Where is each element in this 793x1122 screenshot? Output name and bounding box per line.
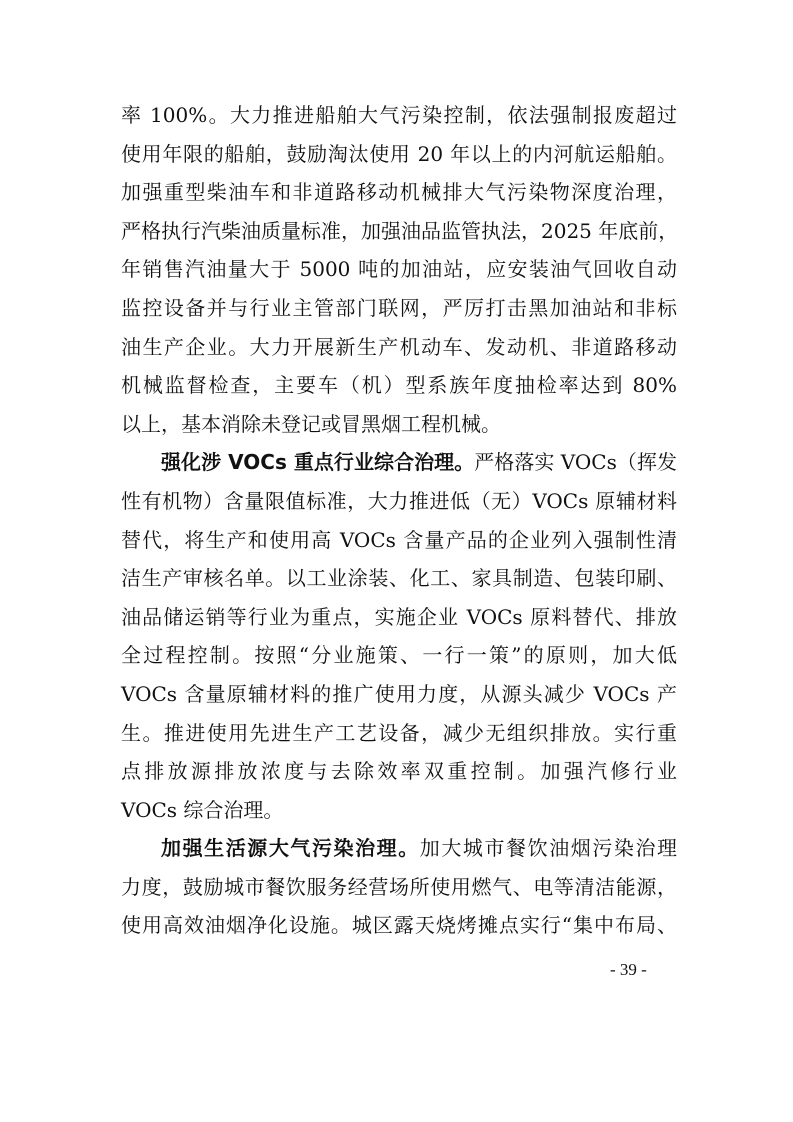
paragraph-line: VOCs 含量原辅材料的推广使用力度，从源头减少 VOCs 产 bbox=[121, 681, 677, 706]
paragraph-line: 点排放源排放浓度与去除效率双重控制。加强汽修行业 bbox=[121, 759, 677, 784]
paragraph-line: 监控设备并与行业主管部门联网，严厉打击黑加油站和非标 bbox=[121, 295, 677, 320]
body-text bbox=[121, 96, 677, 945]
paragraph-line: 洁生产审核名单。以工业涂装、化工、家具制造、包装印刷、 bbox=[121, 566, 677, 591]
paragraph-line: 替代，将生产和使用高 VOCs 含量产品的企业列入强制性清 bbox=[121, 527, 677, 552]
paragraph-line: 率 100%。大力推进船舶大气污染控制，依法强制报废超过 bbox=[121, 103, 677, 127]
paragraph-line: 严格执行汽柴油质量标准，加强油品监管执法，2025 年底前， bbox=[121, 218, 679, 243]
paragraph-line: 力度，鼓励城市餐饮服务经营场所使用燃气、电等清洁能源， bbox=[121, 874, 677, 899]
paragraph-line: 生。推进使用先进生产工艺设备，减少无组织排放。实行重 bbox=[121, 720, 677, 745]
paragraph-line: 性有机物）含量限值标准，大力推进低（无）VOCs 原辅材料 bbox=[121, 488, 677, 513]
page-number: - 39 - bbox=[610, 960, 647, 979]
paragraph-heading: 加强生活源大气污染治理。 bbox=[161, 836, 420, 861]
paragraph-line: 使用高效油烟净化设施。城区露天烧烤摊点实行“集中布局、 bbox=[121, 913, 677, 938]
paragraph-first-line bbox=[121, 829, 677, 868]
paragraph-line: 机械监督检查，主要车（机）型系族年度抽检率达到 80% bbox=[121, 373, 677, 398]
paragraph-line: 全过程控制。按照“分业施策、一行一策”的原则，加大低 bbox=[121, 643, 677, 668]
paragraph-line: 使用年限的船舶，鼓励淘汰使用 20 年以上的内河航运船舶。 bbox=[121, 141, 677, 166]
paragraph-line: 以上，基本消除未登记或冒黑烟工程机械。 bbox=[121, 411, 501, 436]
paragraph-line: 油生产企业。大力开展新生产机动车、发动机、非道路移动 bbox=[121, 334, 677, 359]
paragraph-line: VOCs 综合治理。 bbox=[121, 797, 284, 822]
paragraph-heading: 强化涉 VOCs 重点行业综合治理。 bbox=[161, 450, 475, 475]
paragraph-text: 加大城市餐饮油烟污染治理 bbox=[419, 836, 678, 861]
paragraph-line: 年销售汽油量大于 5000 吨的加油站，应安装油气回收自动 bbox=[121, 257, 677, 282]
paragraph-text: 严格落实 VOCs（挥发 bbox=[474, 450, 677, 475]
paragraph-line: 加强重型柴油车和非道路移动机械排大气污染物深度治理， bbox=[121, 180, 677, 205]
paragraph-line: 油品储运销等行业为重点，实施企业 VOCs 原料替代、排放 bbox=[121, 604, 677, 629]
paragraph-first-line bbox=[121, 443, 677, 482]
